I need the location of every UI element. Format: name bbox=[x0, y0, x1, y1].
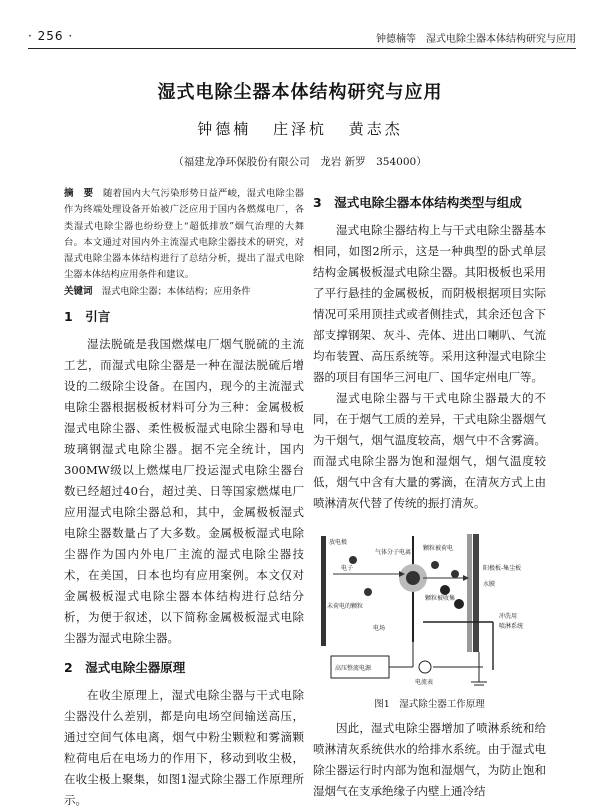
keywords-text: 湿式电除尘器；本体结构；应用条件 bbox=[101, 285, 251, 297]
right-column bbox=[313, 186, 546, 802]
particle bbox=[454, 599, 464, 609]
corona-core bbox=[406, 571, 420, 585]
particle bbox=[440, 585, 450, 595]
label-electron: 电子 bbox=[341, 565, 354, 572]
label-field: 电场 bbox=[373, 625, 386, 632]
paper-title: 湿式电除尘器本体结构研究与应用 bbox=[157, 82, 443, 103]
abstract-label: 摘 要 bbox=[64, 188, 94, 199]
section-heading-2: 2 湿式电除尘器原理 bbox=[64, 659, 186, 675]
label-gas-molecule: 气体分子电离 bbox=[375, 549, 412, 556]
label-collected: 颗粒被收集 bbox=[425, 595, 456, 602]
left-column bbox=[64, 186, 304, 811]
figure-1 bbox=[313, 530, 546, 692]
particle bbox=[349, 556, 357, 564]
abstract-text: 随着国内大气污染形势日益严峻，湿式电除尘器作为终端处理设备开始被广泛应用于国内各燃煤电厂，各类湿式电除尘器也纷纷登上“超低排放”烟气治理的大舞台。本文通过对国内外主流湿式电除尘器技术的研究，对湿式电除尘器本体结构进行了总结分析，提出了湿式电除尘器本体结构应用条件和建议。 bbox=[64, 188, 304, 281]
section-3-paragraph-2: 湿式电除尘器与干式电除尘器最大的不同，在于烟气工质的差异，干式电除尘器烟气为干烟气，烟气温度较高，烟气中不含雾滴。而湿式电除尘器为饱和湿烟气，烟气温度较低，烟气中含有大量的雾滴，在清灰方式上由喷淋清灰代替了传统的振打清灰。 bbox=[313, 391, 546, 510]
section-2-paragraph: 在收尘原理上，湿式电除尘器与干式电除尘器没什么差别，都是向电场空间输送高压，通过空间气体电离，烟气中粉尘颗粒和雾滴颗粒荷电后在电场力的作用下，移动到收尘极，在收尘极上聚集，如图1湿式除尘器工作原理所示。 bbox=[64, 687, 304, 807]
label-water-film: 水膜 bbox=[483, 581, 496, 588]
particle bbox=[364, 588, 372, 596]
section-3-paragraph-1: 湿式电除尘器结构上与干式电除尘器基本相同，如图2所示，这是一种典型的卧式单层结构金属极板湿式电除尘器。其阳极板也采用了平行悬挂的金属极板，而阴极根据项目实际情况可采用顶挂式或者侧挂式，其余还包含下部支撑钢架、灰斗、壳体、进出口喇叭、气流均布装置、高压系统等。采用这种湿式电除尘器的项目有国华三河电厂、国华定州电厂等。 bbox=[313, 223, 546, 384]
label-charged-particle: 颗粒被荷电 bbox=[423, 545, 454, 552]
running-title: 钟德楠等 湿式电除尘器本体结构研究与应用 bbox=[376, 34, 576, 45]
label-uncharged: 未荷电的颗粒 bbox=[327, 603, 364, 610]
section-heading-1: 1 引言 bbox=[64, 308, 111, 324]
page-header bbox=[28, 26, 576, 48]
section-1-paragraph: 湿法脱硫是我国燃煤电厂烟气脱硫的主流工艺，而湿式电除尘器是一种在湿法脱硫后增设的二级除尘设备。在国内，现今的主流湿式电除尘器根据极板材料可分为三种：金属极板湿式电除尘器、柔性极板湿式电除尘器和导电玻璃钢湿式电除尘器。据不完全统计，国内300MW级以上燃煤电厂投运湿式电除尘器台数已经超过40台，超过美、日等国家燃煤电厂应用湿式电除尘器总和，其中，金属极板湿式电除尘器数量占了大多数。金属极板湿式电除尘器作为国内外电厂主流的湿式电除尘器技术，在美国，日本也均有应用案例。本文仅对金属极板湿式电除尘器本体结构进行总结分析，为便于叙述，以下简称金属极板湿式电除尘器为湿式电除尘器。 bbox=[64, 336, 304, 645]
discharge-electrode-left bbox=[321, 536, 326, 646]
particle bbox=[431, 561, 439, 569]
header-rule bbox=[28, 48, 576, 49]
label-ground: 电流表 bbox=[415, 679, 434, 686]
water-film bbox=[467, 534, 472, 652]
affiliation: （福建龙净环保股份有限公司 龙岩 新罗 354000） bbox=[173, 156, 427, 168]
figure-1-caption: 图1 湿式除尘器工作原理 bbox=[374, 699, 485, 710]
section-heading-3: 3 湿式电除尘器本体结构类型与组成 bbox=[313, 195, 522, 210]
label-flush: 冲洗用 bbox=[499, 613, 518, 620]
keywords bbox=[64, 284, 304, 300]
collector-plate bbox=[473, 534, 479, 652]
keywords-label: 关键词 bbox=[64, 285, 93, 297]
abstract bbox=[64, 186, 304, 284]
label-collector: 阳极板-集尘板 bbox=[483, 565, 522, 572]
section-3-paragraph-3: 因此，湿式电除尘器增加了喷淋系统和给喷淋清灰系统供水的给排水系统。由于湿式电除尘器运行时内部为饱和湿烟气，为防止饱和湿烟气在支承绝缘子内壁上通冷结 bbox=[313, 721, 546, 798]
particle bbox=[451, 570, 459, 578]
figure-1-diagram bbox=[313, 530, 546, 692]
authors: 钟德楠 庄泽杭 黄志杰 bbox=[197, 120, 403, 138]
page-number: · 256 · bbox=[28, 29, 74, 43]
ammeter bbox=[419, 661, 431, 673]
label-discharge: 放电极 bbox=[329, 539, 348, 546]
label-spray: 喷淋系统 bbox=[499, 623, 524, 630]
label-hv-supply: 高压整流电源 bbox=[335, 665, 372, 672]
